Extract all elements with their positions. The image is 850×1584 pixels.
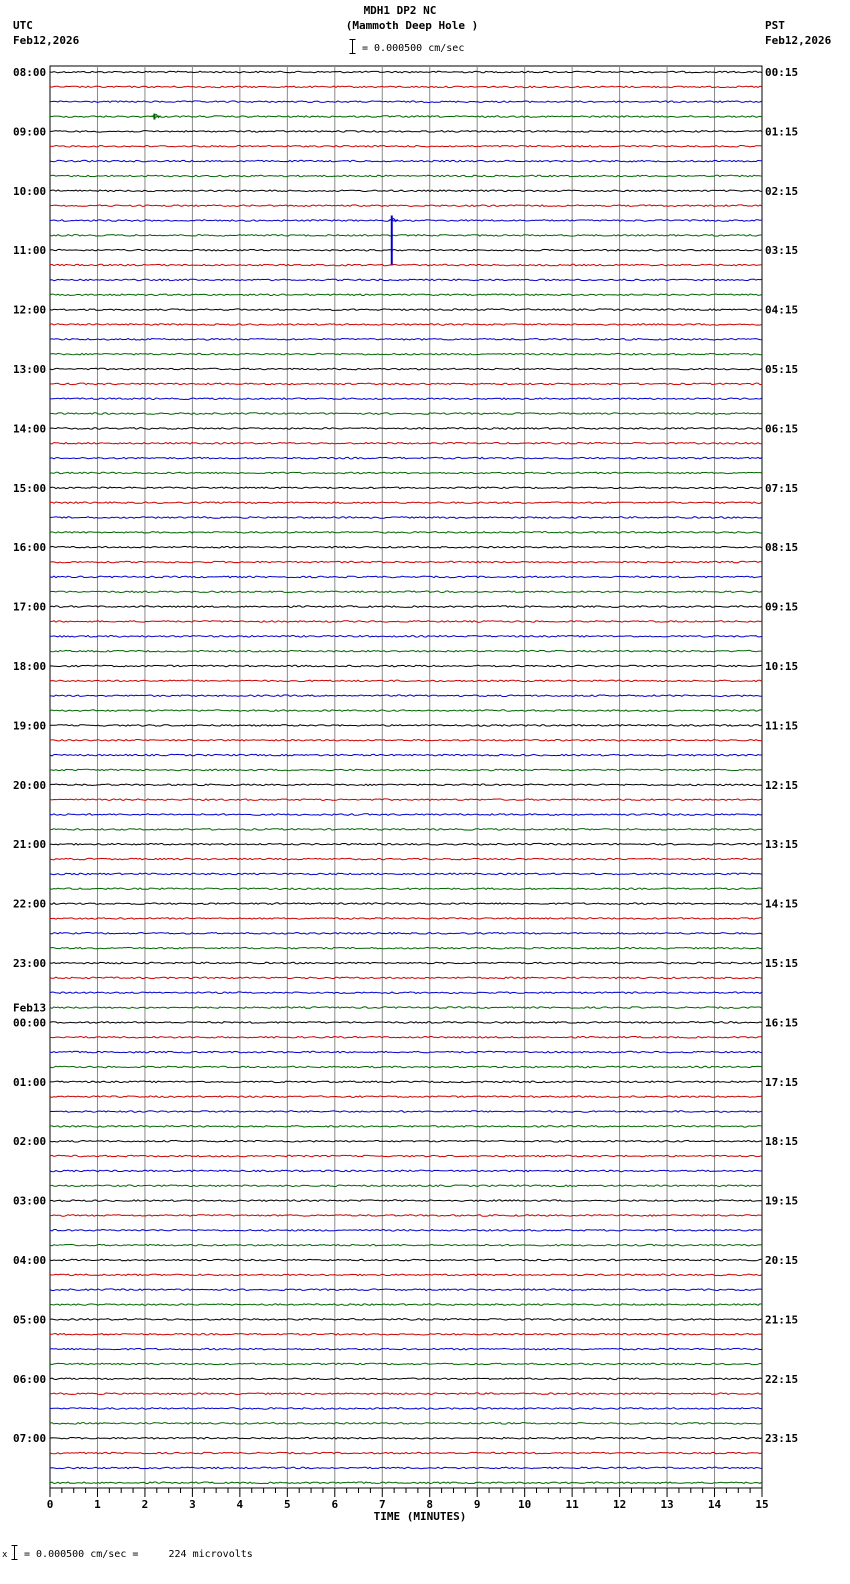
trace-row-84 <box>50 1319 762 1321</box>
trace-row-7 <box>50 175 762 177</box>
trace-row-46 <box>50 754 762 756</box>
utc-time-label: 13:00 <box>13 363 47 376</box>
trace-row-3 <box>50 116 762 118</box>
trace-row-80 <box>50 1259 762 1261</box>
trace-row-14 <box>50 279 762 281</box>
pst-label: PST <box>765 19 785 32</box>
x-tick-label: 3 <box>189 1498 196 1511</box>
pst-time-label: 00:15 <box>765 66 799 79</box>
trace-row-66 <box>50 1051 762 1053</box>
utc-time-label: 14:00 <box>13 422 47 436</box>
x-tick-label: 4 <box>236 1498 244 1511</box>
trace-row-4 <box>50 131 762 133</box>
trace-row-12 <box>50 249 762 251</box>
trace-row-82 <box>50 1289 762 1291</box>
trace-row-57 <box>50 918 762 920</box>
trace-row-64 <box>50 1022 762 1024</box>
trace-row-16 <box>50 309 762 311</box>
pst-time-label: 09:15 <box>765 600 799 614</box>
trace-row-95 <box>50 1482 762 1484</box>
utc-time-label: 01:00 <box>13 1075 47 1089</box>
trace-row-29 <box>50 502 762 504</box>
location-title: (Mammoth Deep Hole ) <box>345 19 479 32</box>
utc-time-label: 08:00 <box>13 66 47 79</box>
trace-row-55 <box>50 888 762 890</box>
utc-time-label: 23:00 <box>13 957 47 970</box>
utc-label: UTC <box>13 19 33 32</box>
trace-row-53 <box>50 858 762 860</box>
scale-text: = 0.000500 cm/sec <box>362 43 465 54</box>
trace-row-54 <box>50 873 762 875</box>
pst-time-label: 02:15 <box>765 184 799 198</box>
trace-row-45 <box>50 740 762 742</box>
trace-row-49 <box>50 799 762 801</box>
pst-time-label: 06:15 <box>765 422 799 436</box>
utc-time-label: 06:00 <box>13 1372 47 1386</box>
x-tick-label: 15 <box>755 1498 769 1511</box>
trace-row-13 <box>50 264 762 266</box>
trace-row-27 <box>50 472 762 474</box>
pst-time-label: 13:15 <box>765 838 799 852</box>
trace-row-90 <box>50 1408 762 1410</box>
trace-row-0 <box>50 71 762 73</box>
trace-row-33 <box>50 561 762 563</box>
trace-row-44 <box>50 725 762 727</box>
trace-row-48 <box>50 784 762 786</box>
utc-time-label: 20:00 <box>13 778 47 792</box>
trace-row-18 <box>50 339 762 341</box>
trace-row-83 <box>50 1304 762 1306</box>
x-tick-label: 11 <box>565 1498 579 1511</box>
pst-time-label: 10:15 <box>765 660 799 673</box>
utc-time-label: 21:00 <box>13 838 47 852</box>
x-tick-label: 13 <box>660 1498 674 1511</box>
trace-row-89 <box>50 1393 762 1395</box>
trace-row-71 <box>50 1126 762 1128</box>
x-tick-label: 5 <box>284 1498 291 1511</box>
trace-row-32 <box>50 546 762 548</box>
pst-time-label: 01:15 <box>765 125 799 139</box>
trace-row-43 <box>50 710 762 712</box>
trace-row-11 <box>50 235 762 237</box>
pst-time-label: 03:15 <box>765 244 799 258</box>
pst-time-label: 19:15 <box>765 1194 799 1208</box>
trace-row-81 <box>50 1274 762 1276</box>
trace-row-2 <box>50 101 762 103</box>
pst-time-label: 15:15 <box>765 957 799 970</box>
footer-scale-icon <box>11 1545 18 1560</box>
pst-date: Feb12,2026 <box>765 34 832 47</box>
trace-row-34 <box>50 576 762 578</box>
trace-row-78 <box>50 1230 762 1232</box>
trace-row-62 <box>50 992 762 994</box>
trace-row-56 <box>50 903 762 905</box>
trace-row-38 <box>50 636 762 638</box>
trace-row-35 <box>50 591 762 593</box>
trace-row-63 <box>50 1007 762 1009</box>
pst-time-label: 22:15 <box>765 1372 799 1386</box>
trace-row-22 <box>50 398 762 400</box>
pst-time-label: 23:15 <box>765 1432 799 1446</box>
utc-time-label: 15:00 <box>13 481 47 495</box>
trace-row-79 <box>50 1244 762 1246</box>
x-tick-label: 7 <box>378 1498 386 1511</box>
footer-scale-text: = 0.000500 cm/sec = 224 microvolts <box>24 1549 253 1560</box>
trace-row-51 <box>50 829 762 831</box>
trace-row-37 <box>50 621 762 623</box>
trace-row-70 <box>50 1111 762 1113</box>
trace-row-21 <box>50 383 762 385</box>
trace-row-69 <box>50 1096 762 1098</box>
trace-row-50 <box>50 814 762 816</box>
trace-row-92 <box>50 1437 762 1439</box>
trace-row-65 <box>50 1037 762 1039</box>
trace-row-93 <box>50 1452 762 1454</box>
trace-row-17 <box>50 324 762 326</box>
trace-row-85 <box>50 1334 762 1336</box>
trace-row-1 <box>50 86 762 88</box>
trace-row-36 <box>50 606 762 608</box>
trace-row-24 <box>50 428 762 430</box>
trace-row-72 <box>50 1140 762 1142</box>
x-tick-label: 6 <box>331 1498 339 1511</box>
trace-row-75 <box>50 1185 762 1187</box>
x-tick-label: 1 <box>94 1498 101 1511</box>
trace-row-42 <box>50 695 762 697</box>
trace-row-28 <box>50 487 762 489</box>
trace-row-30 <box>50 517 762 519</box>
x-tick-label: 2 <box>141 1498 149 1511</box>
pst-time-label: 16:15 <box>765 1016 799 1030</box>
trace-row-87 <box>50 1363 762 1365</box>
x-tick-label: 14 <box>707 1498 722 1511</box>
utc-time-label: 12:00 <box>13 303 47 317</box>
trace-row-59 <box>50 947 762 949</box>
x-tick-label: 12 <box>612 1498 627 1511</box>
utc-time-label: 05:00 <box>13 1313 47 1327</box>
x-tick-label: 9 <box>473 1498 481 1511</box>
pst-time-label: 17:15 <box>765 1075 799 1089</box>
trace-row-8 <box>50 190 762 192</box>
trace-row-19 <box>50 353 762 355</box>
trace-row-73 <box>50 1155 762 1157</box>
utc-date-label: Feb13 <box>13 1001 47 1015</box>
utc-time-label: 09:00 <box>13 125 47 139</box>
pst-time-label: 07:15 <box>765 481 799 495</box>
pst-time-label: 18:15 <box>765 1135 799 1149</box>
trace-row-20 <box>50 368 762 370</box>
trace-row-9 <box>50 205 762 207</box>
utc-time-label: 17:00 <box>13 600 47 614</box>
utc-time-label: 11:00 <box>13 244 47 258</box>
trace-row-86 <box>50 1348 762 1350</box>
trace-row-52 <box>50 843 762 845</box>
trace-row-31 <box>50 532 762 534</box>
utc-time-label: 16:00 <box>13 541 47 555</box>
trace-row-6 <box>50 160 762 162</box>
trace-row-68 <box>50 1081 762 1083</box>
trace-row-88 <box>50 1378 762 1380</box>
trace-row-47 <box>50 769 762 771</box>
pst-time-label: 11:15 <box>765 719 799 733</box>
utc-time-label: 07:00 <box>13 1432 47 1446</box>
trace-row-60 <box>50 962 762 964</box>
trace-row-15 <box>50 294 762 296</box>
trace-row-41 <box>50 680 762 682</box>
trace-row-58 <box>50 933 762 935</box>
trace-row-39 <box>50 650 762 652</box>
utc-time-label: 10:00 <box>13 184 47 198</box>
pst-time-label: 04:15 <box>765 303 799 317</box>
pst-time-label: 14:15 <box>765 897 799 911</box>
trace-row-94 <box>50 1467 762 1469</box>
utc-date: Feb12,2026 <box>13 34 80 47</box>
x-tick-label: 10 <box>518 1498 532 1511</box>
utc-time-label: 04:00 <box>13 1254 47 1267</box>
trace-row-26 <box>50 457 762 459</box>
footer-marker: x <box>2 1550 8 1560</box>
trace-row-91 <box>50 1423 762 1425</box>
trace-row-40 <box>50 665 762 667</box>
x-axis-title: TIME (MINUTES) <box>373 1510 467 1523</box>
trace-row-77 <box>50 1215 762 1217</box>
utc-time-label: 19:00 <box>13 719 47 733</box>
trace-row-67 <box>50 1066 762 1068</box>
utc-time-label: 03:00 <box>13 1194 47 1208</box>
trace-row-76 <box>50 1200 762 1202</box>
station-title: MDH1 DP2 NC <box>363 4 437 17</box>
trace-row-23 <box>50 413 762 415</box>
trace-row-5 <box>50 146 762 148</box>
utc-time-label: 00:00 <box>13 1016 47 1030</box>
utc-time-label: 18:00 <box>13 660 47 673</box>
pst-time-label: 20:15 <box>765 1254 799 1267</box>
trace-row-25 <box>50 443 762 445</box>
pst-time-label: 08:15 <box>765 541 799 555</box>
pst-time-label: 12:15 <box>765 778 799 792</box>
pst-time-label: 21:15 <box>765 1313 799 1327</box>
pst-time-label: 05:15 <box>765 363 799 376</box>
trace-row-74 <box>50 1170 762 1172</box>
trace-row-10 <box>50 220 762 222</box>
x-tick-label: 0 <box>46 1498 54 1511</box>
utc-time-label: 22:00 <box>13 897 47 911</box>
utc-time-label: 02:00 <box>13 1135 47 1149</box>
trace-row-61 <box>50 977 762 979</box>
x-tick-label: 8 <box>426 1498 434 1511</box>
